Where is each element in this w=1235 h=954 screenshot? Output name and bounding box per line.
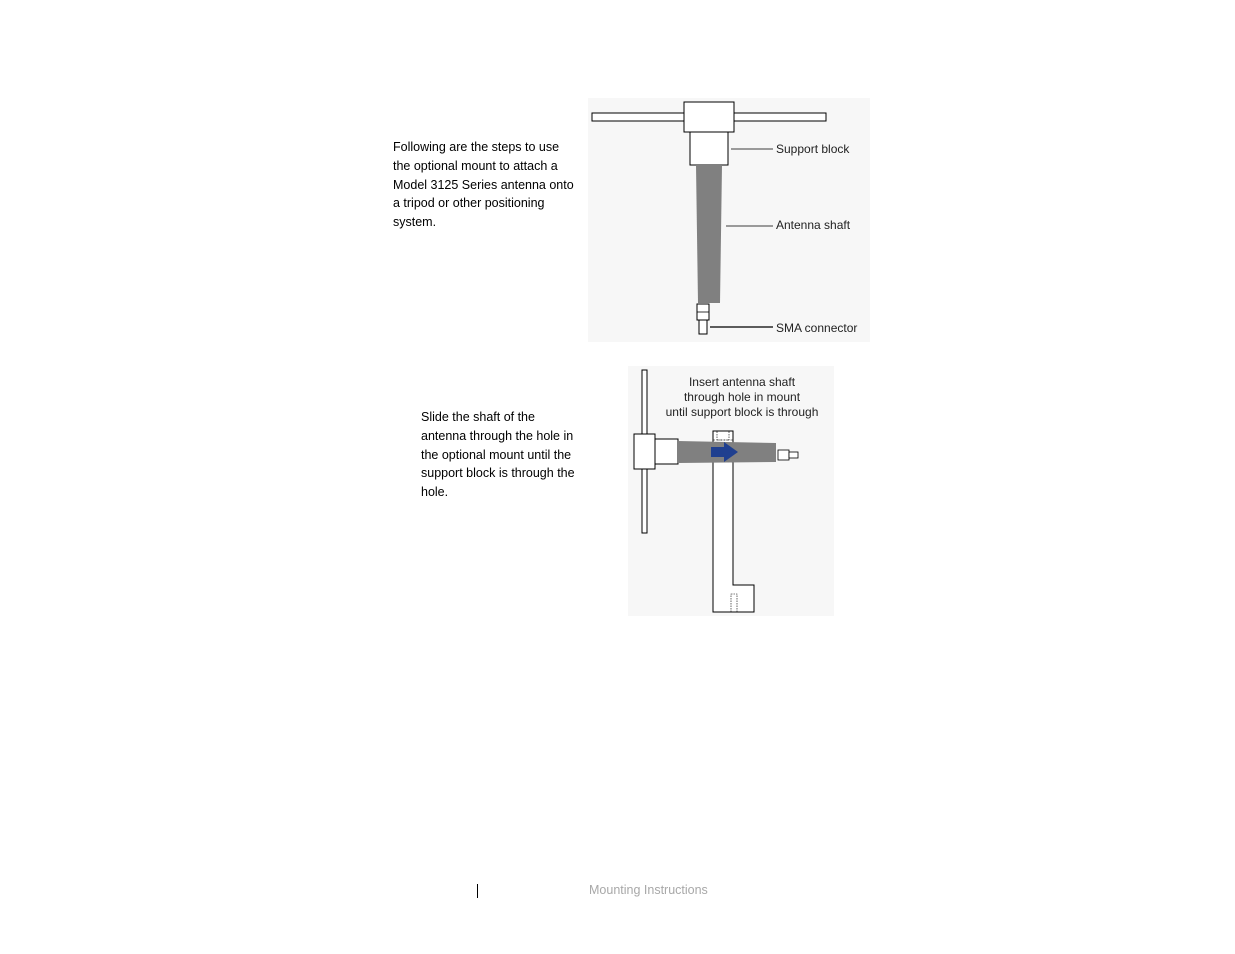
sma-connector (778, 450, 789, 460)
support-block (655, 439, 678, 464)
caption-line-3: until support block is through (665, 405, 819, 419)
step-paragraph: Slide the shaft of the antenna through the hole in the optional mount until the support block is through the hole. (421, 410, 575, 500)
antenna-shaft-label: Antenna shaft (776, 218, 851, 232)
antenna-hub (684, 102, 734, 132)
support-block (690, 132, 728, 165)
sma-connector-label: SMA connector (776, 321, 858, 335)
footer-title: Mounting Instructions (589, 883, 708, 897)
intro-paragraph: Following are the steps to use the optional mount to attach a Model 3125 Series antenna onto a tripod or other positioning system. (393, 140, 574, 230)
sma-pin (789, 452, 798, 458)
antenna-diagram (588, 98, 870, 342)
antenna-hub (634, 434, 655, 469)
mount-insertion-diagram (628, 366, 834, 616)
mount-insertion-svg (628, 366, 834, 616)
footer-divider (477, 884, 478, 898)
antenna-diagram-svg (588, 98, 870, 342)
antenna-shaft (696, 165, 722, 303)
support-block-label: Support block (776, 142, 850, 156)
caption-line-2: through hole in mount (683, 390, 801, 404)
caption-line-1: Insert antenna shaft (688, 375, 796, 389)
sma-pin (699, 320, 707, 334)
